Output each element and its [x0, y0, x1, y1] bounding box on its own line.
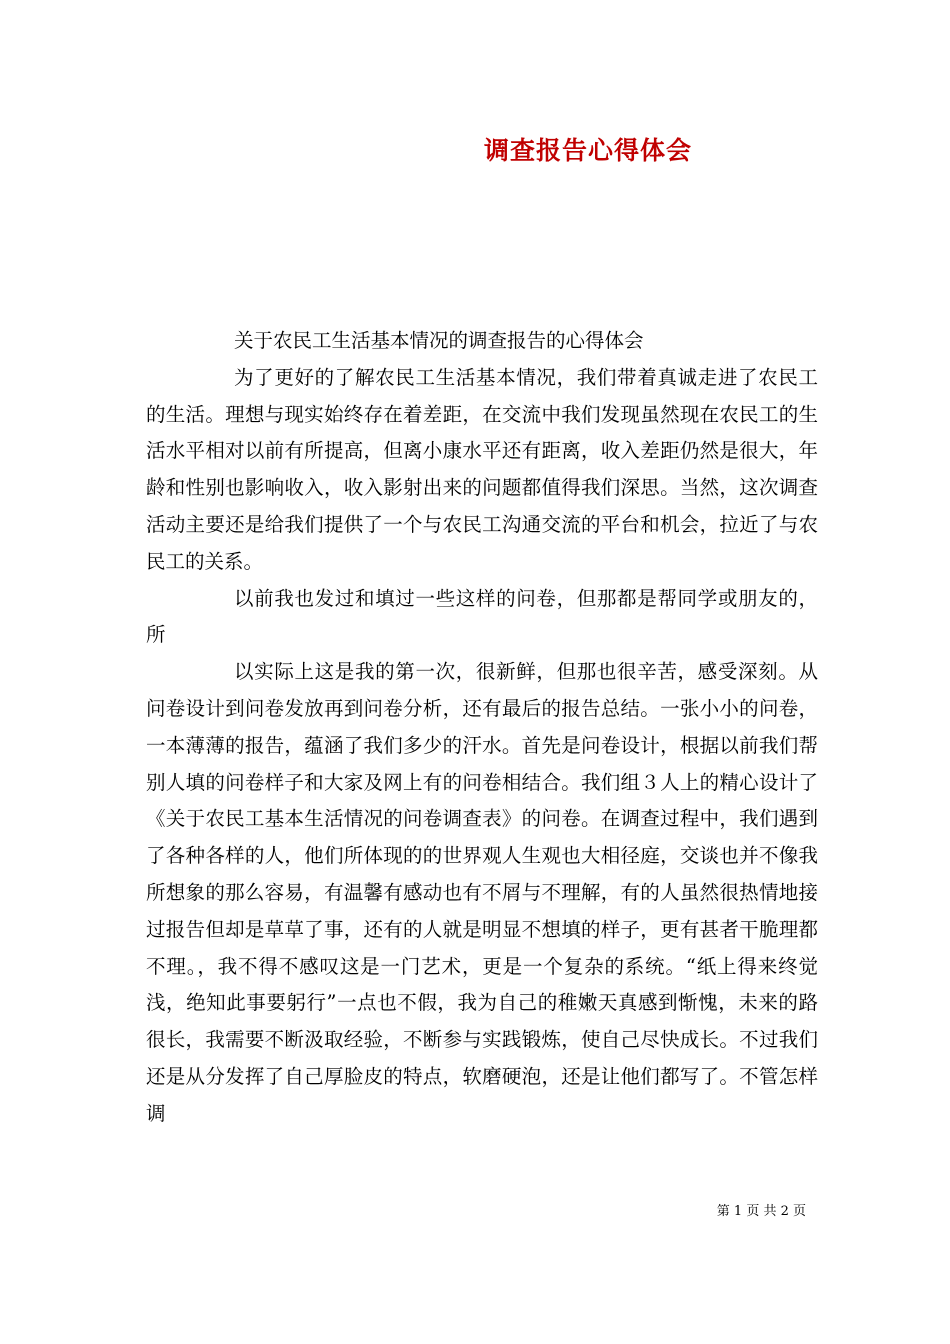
page-title: 调查报告心得体会 [483, 136, 692, 165]
paragraph-3: 以实际上这是我的第一次，很新鲜，但那也很辛苦，感受深刻。从问卷设计到问卷发放再到问卷分析，还有最后的报告总结。一张小小的问卷，一本薄薄的报告，蕴涵了我们多少的汗水。首先是问卷设计，根据以前我们帮别人填的问卷样子和大家及网上有的问卷相结合。我们组３人上的精心设计了《关于农民工基本生活情况的问卷调查表》的问卷。在调查过程中，我们遇到了各种各样的人，他们所体现的的世界观人生观也大相径庭，交谈也并不像我所想象的那么容易，有温馨有感动也有不屑与不理解，有的人虽然很热情地接过报告但却是草草了事，还有的人就是明显不想填的样子，更有甚者干脆理都不理。，我不得不感叹这是一门艺术，更是一个复杂的系统。“纸上得来终觉浅，绝知此事要躬行”一点也不假，我为自己的稚嫩天真感到惭愧，未来的路很长，我需要不断汲取经验，不断参与实践锻炼，使自己尽快成长。不过我们还是从分发挥了自己厚脸皮的特点，软磨硬泡，还是让他们都写了。不管怎样调 [146, 660, 818, 1125]
paragraph-1: 为了更好的了解农民工生活基本情况，我们带着真诚走进了农民工的生活。理想与现实始终存在着差距，在交流中我们发现虽然现在农民工的生活水平相对以前有所提高，但离小康水平还有距离，收入差距仍然是很大，年龄和性别也影响收入，收入影射出来的问题都值得我们深思。当然，这次调查活动主要还是给我们提供了一个与农民工沟通交流的平台和机会，拉近了与农民工的关系。 [146, 365, 818, 573]
page-number-footer: 第 1 页 共 2 页 [716, 1204, 806, 1219]
document-body [146, 323, 818, 1133]
document-subtitle: 关于农民工生活基本情况的调查报告的心得体会 [234, 329, 644, 352]
paragraph-2: 以前我也发过和填过一些这样的问卷，但那都是帮同学或朋友的，所 [146, 586, 818, 647]
